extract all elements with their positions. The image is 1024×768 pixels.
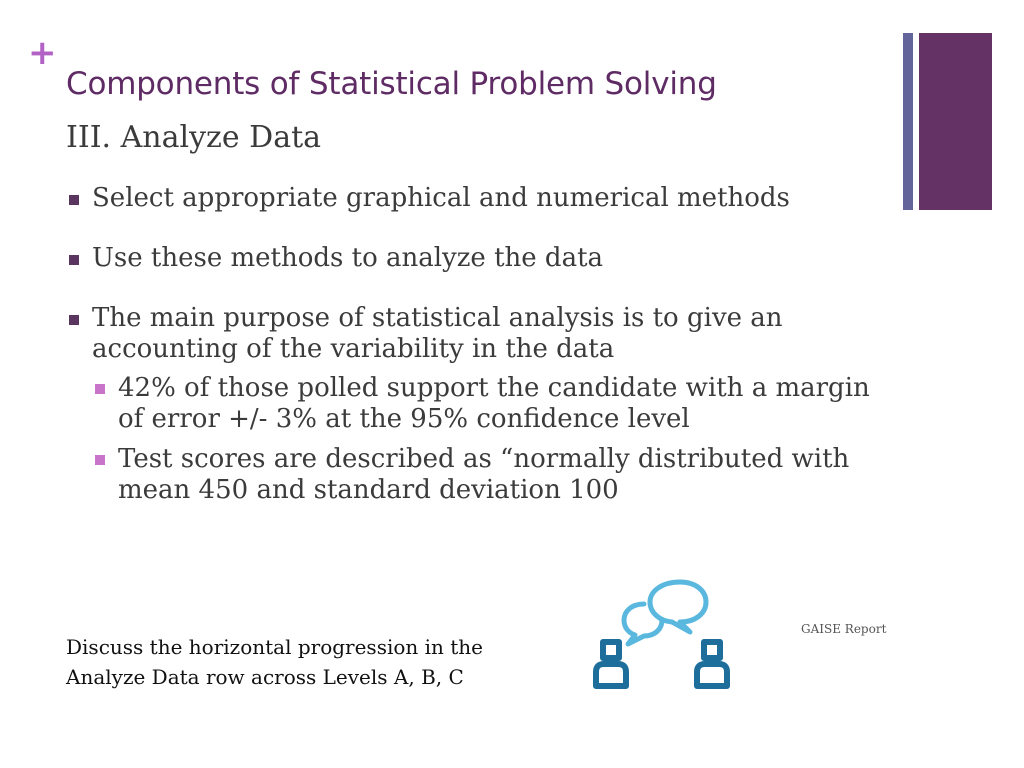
bullet-square-icon — [69, 195, 79, 205]
bullet-list — [66, 183, 896, 515]
sub-bullet-square-icon — [95, 384, 105, 394]
accent-bar-wide — [919, 33, 992, 210]
sub-bullet-item — [92, 373, 896, 435]
speech-bubble-large-icon — [650, 582, 706, 632]
slide-title: Components of Statistical Problem Solving — [66, 66, 717, 102]
bullet-text: Select appropriate graphical and numerical methods — [92, 183, 790, 213]
bullet-item — [66, 243, 896, 274]
bullet-item — [66, 183, 896, 214]
person-left-icon — [596, 642, 626, 686]
sub-bullet-text: 42% of those polled support the candidate with a margin of error +/- 3% at the 95% confidence level — [118, 373, 870, 434]
bullet-square-icon — [69, 315, 79, 325]
bullet-square-icon — [69, 255, 79, 265]
sub-bullet-square-icon — [95, 455, 105, 465]
slide-subtitle: III. Analyze Data — [66, 120, 322, 155]
bullet-text: The main purpose of statistical analysis is to give an accounting of the variability in the data — [92, 303, 783, 364]
accent-bar-thin — [903, 33, 913, 210]
speech-bubble-small-icon — [624, 604, 662, 644]
sub-bullet-item — [92, 444, 896, 506]
person-right-icon — [697, 642, 727, 686]
people-discussion-icon — [588, 578, 744, 694]
sub-bullet-list — [92, 373, 896, 506]
bullet-item — [66, 303, 896, 506]
discussion-prompt: Discuss the horizontal progression in the Analyze Data row across Levels A, B, C — [66, 635, 484, 689]
source-note: GAISE Report — [801, 622, 887, 636]
sub-bullet-text: Test scores are described as “normally distributed with mean 450 and standard deviation 100 — [118, 444, 850, 505]
corner-plus-mark: + — [28, 33, 57, 73]
bullet-text: Use these methods to analyze the data — [92, 243, 604, 273]
